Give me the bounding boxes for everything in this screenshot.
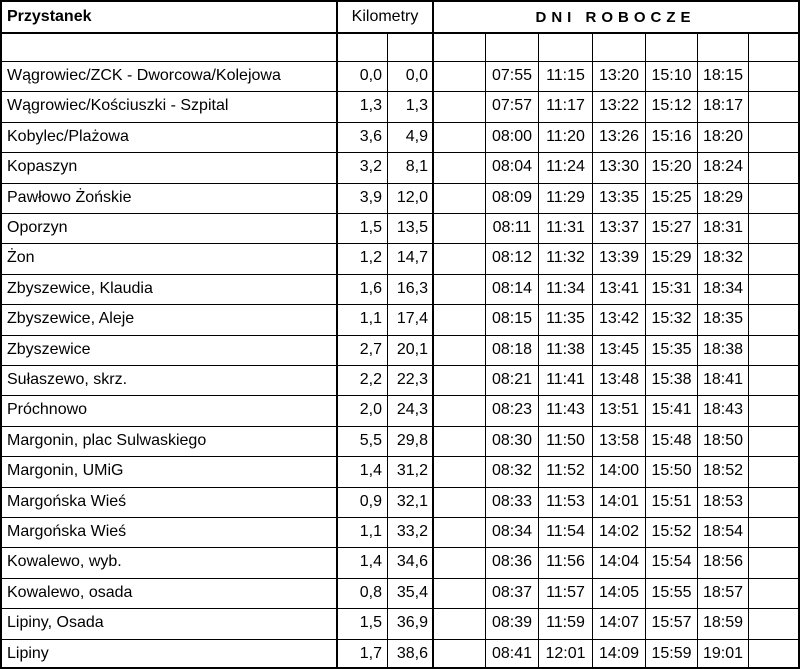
departure-time: 08:21 xyxy=(491,371,533,388)
departure-time: 07:57 xyxy=(491,97,533,114)
grid-line xyxy=(0,487,800,488)
departure-time: 15:20 xyxy=(651,158,692,175)
km-total: 13,5 xyxy=(396,219,428,236)
stop-name: Żon xyxy=(7,249,35,266)
stop-name: Lipiny, Osada xyxy=(7,614,104,631)
departure-time: 15:10 xyxy=(651,67,692,84)
grid-line xyxy=(387,32,388,669)
km-segment: 0,0 xyxy=(359,67,382,84)
stop-name: Zbyszewice, Klaudia xyxy=(7,280,153,297)
departure-time: 13:58 xyxy=(598,432,640,449)
departure-time: 11:50 xyxy=(546,432,585,449)
km-total: 12,0 xyxy=(396,189,428,206)
km-segment: 1,4 xyxy=(359,553,382,570)
km-total: 29,8 xyxy=(396,432,428,449)
departure-time: 15:32 xyxy=(651,310,692,327)
grid-line xyxy=(592,32,593,669)
km-segment: 1,5 xyxy=(359,219,382,236)
departure-time: 15:48 xyxy=(651,432,692,449)
grid-line xyxy=(0,274,800,275)
km-total: 17,4 xyxy=(396,310,428,327)
km-total: 4,9 xyxy=(405,128,428,145)
km-total: 32,1 xyxy=(396,493,428,510)
departure-time: 11:32 xyxy=(546,249,585,266)
header-kilometers: Kilometry xyxy=(351,8,419,25)
grid-line xyxy=(485,32,486,669)
grid-line xyxy=(0,304,800,305)
departure-time: 18:57 xyxy=(702,584,744,601)
departure-time: 08:09 xyxy=(491,189,533,206)
grid-line xyxy=(538,32,539,669)
departure-time: 11:20 xyxy=(546,128,585,145)
km-total: 14,7 xyxy=(396,249,428,266)
departure-time: 08:23 xyxy=(491,401,533,418)
km-total: 33,2 xyxy=(396,523,428,540)
departure-time: 13:22 xyxy=(598,97,640,114)
km-segment: 3,9 xyxy=(359,189,382,206)
header-stop: Przystanek xyxy=(7,8,92,25)
departure-time: 15:59 xyxy=(651,645,692,662)
departure-time: 12:01 xyxy=(545,645,586,662)
grid-line xyxy=(0,426,800,427)
km-total: 34,6 xyxy=(396,553,428,570)
departure-time: 08:33 xyxy=(491,493,533,510)
departure-time: 15:16 xyxy=(651,128,692,145)
stop-name: Margonin, UMiG xyxy=(7,462,124,479)
stop-name: Zbyszewice, Aleje xyxy=(7,310,135,327)
grid-line xyxy=(0,122,800,123)
km-segment: 0,8 xyxy=(359,584,382,601)
departure-time: 13:35 xyxy=(598,189,640,206)
departure-time: 15:50 xyxy=(651,462,692,479)
stop-name: Oporzyn xyxy=(7,219,68,236)
departure-time: 18:15 xyxy=(702,67,744,84)
departure-time: 14:05 xyxy=(598,584,640,601)
grid-line xyxy=(0,32,800,34)
departure-time: 18:43 xyxy=(702,401,744,418)
grid-line xyxy=(0,183,800,184)
km-total: 35,4 xyxy=(396,584,428,601)
km-segment: 1,6 xyxy=(359,280,382,297)
departure-time: 11:38 xyxy=(546,341,585,358)
departure-time: 08:04 xyxy=(491,158,533,175)
departure-time: 18:34 xyxy=(702,280,744,297)
km-segment: 1,3 xyxy=(359,97,382,114)
departure-time: 18:35 xyxy=(702,310,744,327)
grid-line xyxy=(0,547,800,548)
departure-time: 15:52 xyxy=(651,523,692,540)
departure-time: 15:54 xyxy=(651,553,692,570)
departure-time: 18:32 xyxy=(702,249,744,266)
departure-time: 18:38 xyxy=(702,341,744,358)
departure-time: 15:38 xyxy=(651,371,692,388)
departure-time: 08:34 xyxy=(491,523,533,540)
km-total: 8,1 xyxy=(405,158,428,175)
departure-time: 11:52 xyxy=(546,462,585,479)
stop-name: Wągrowiec/ZCK - Dworcowa/Kolejowa xyxy=(7,67,281,84)
grid-line xyxy=(0,0,800,2)
departure-time: 13:20 xyxy=(598,67,640,84)
departure-time: 18:17 xyxy=(702,97,744,114)
departure-time: 14:00 xyxy=(598,462,640,479)
grid-line xyxy=(0,395,800,396)
departure-time: 18:54 xyxy=(702,523,744,540)
km-segment: 2,7 xyxy=(359,341,382,358)
grid-line xyxy=(0,335,800,336)
departure-time: 18:59 xyxy=(702,614,744,631)
km-segment: 1,7 xyxy=(359,645,382,662)
departure-time: 11:24 xyxy=(546,158,585,175)
departure-time: 08:00 xyxy=(491,128,533,145)
departure-time: 08:39 xyxy=(491,614,533,631)
grid-line xyxy=(697,32,698,669)
departure-time: 08:30 xyxy=(491,432,533,449)
departure-time: 18:20 xyxy=(702,128,744,145)
departure-time: 08:12 xyxy=(491,249,533,266)
departure-time: 15:29 xyxy=(651,249,692,266)
departure-time: 13:48 xyxy=(598,371,640,388)
stop-name: Kopaszyn xyxy=(7,158,78,175)
departure-time: 11:35 xyxy=(546,310,585,327)
departure-time: 13:30 xyxy=(598,158,640,175)
grid-line xyxy=(0,578,800,579)
departure-time: 13:42 xyxy=(598,310,640,327)
departure-time: 11:15 xyxy=(546,67,585,84)
departure-time: 14:07 xyxy=(598,614,640,631)
departure-time: 11:41 xyxy=(546,371,585,388)
departure-time: 15:51 xyxy=(651,493,692,510)
departure-time: 18:41 xyxy=(702,371,744,388)
departure-time: 18:50 xyxy=(702,432,744,449)
departure-time: 08:18 xyxy=(491,341,533,358)
grid-line xyxy=(336,0,338,669)
departure-time: 15:12 xyxy=(651,97,692,114)
grid-line xyxy=(645,32,646,669)
stop-name: Wągrowiec/Kościuszki - Szpital xyxy=(7,97,229,114)
km-segment: 3,2 xyxy=(359,158,382,175)
departure-time: 13:37 xyxy=(598,219,640,236)
departure-time: 11:17 xyxy=(546,97,585,114)
departure-time: 18:52 xyxy=(702,462,744,479)
departure-time: 11:54 xyxy=(546,523,585,540)
departure-time: 11:59 xyxy=(546,614,585,631)
stop-name: Próchnowo xyxy=(7,401,88,418)
km-segment: 1,5 xyxy=(359,614,382,631)
km-segment: 1,4 xyxy=(359,462,382,479)
departure-time: 08:15 xyxy=(491,310,533,327)
grid-line xyxy=(0,243,800,244)
departure-time: 13:51 xyxy=(598,401,640,418)
departure-time: 08:14 xyxy=(491,280,533,297)
departure-time: 08:37 xyxy=(491,584,533,601)
km-total: 38,6 xyxy=(396,645,428,662)
departure-time: 15:31 xyxy=(651,280,692,297)
departure-time: 15:35 xyxy=(651,341,692,358)
km-segment: 1,1 xyxy=(359,523,382,540)
departure-time: 15:57 xyxy=(651,614,692,631)
km-segment: 3,6 xyxy=(359,128,382,145)
km-segment: 1,2 xyxy=(359,249,382,266)
departure-time: 14:09 xyxy=(598,645,640,662)
km-segment: 0,9 xyxy=(359,493,382,510)
grid-line xyxy=(0,517,800,518)
stop-name: Margonin, plac Sulwaskiego xyxy=(7,432,207,449)
stop-name: Margońska Wieś xyxy=(7,523,127,540)
grid-line xyxy=(0,152,800,153)
km-segment: 2,2 xyxy=(359,371,382,388)
departure-time: 18:29 xyxy=(702,189,744,206)
departure-time: 13:26 xyxy=(598,128,640,145)
stop-name: Pawłowo Żońskie xyxy=(7,189,132,206)
grid-line xyxy=(748,32,749,669)
departure-time: 11:56 xyxy=(546,553,585,570)
departure-time: 08:36 xyxy=(491,553,533,570)
stop-name: Margońska Wieś xyxy=(7,493,127,510)
stop-name: Lipiny xyxy=(7,645,49,662)
km-segment: 5,5 xyxy=(359,432,382,449)
departure-time: 11:29 xyxy=(546,189,585,206)
grid-line xyxy=(0,639,800,640)
departure-time: 07:55 xyxy=(491,67,533,84)
stop-name: Zbyszewice xyxy=(7,341,91,358)
departure-time: 18:24 xyxy=(702,158,744,175)
departure-time: 18:31 xyxy=(702,219,744,236)
grid-line xyxy=(0,608,800,609)
grid-line xyxy=(0,456,800,457)
km-segment: 2,0 xyxy=(359,401,382,418)
grid-line xyxy=(432,0,434,669)
departure-time: 08:11 xyxy=(492,219,532,236)
km-total: 1,3 xyxy=(405,97,428,114)
stop-name: Kowalewo, wyb. xyxy=(7,553,122,570)
departure-time: 19:01 xyxy=(702,645,744,662)
grid-line xyxy=(0,61,800,62)
departure-time: 15:55 xyxy=(651,584,692,601)
departure-time: 11:43 xyxy=(546,401,585,418)
grid-line xyxy=(0,213,800,214)
departure-time: 15:27 xyxy=(651,219,692,236)
departure-time: 08:32 xyxy=(491,462,533,479)
grid-line xyxy=(0,365,800,366)
km-total: 20,1 xyxy=(396,341,428,358)
departure-time: 18:56 xyxy=(702,553,744,570)
departure-time: 11:57 xyxy=(546,584,585,601)
header-working-days: DNI ROBOCZE xyxy=(535,8,696,26)
km-total: 24,3 xyxy=(396,401,428,418)
stop-name: Kobylec/Plażowa xyxy=(7,128,129,145)
departure-time: 13:45 xyxy=(598,341,640,358)
grid-line xyxy=(0,91,800,92)
departure-time: 14:01 xyxy=(598,493,640,510)
departure-time: 13:39 xyxy=(598,249,640,266)
departure-time: 15:25 xyxy=(651,189,692,206)
departure-time: 14:02 xyxy=(598,523,640,540)
km-total: 31,2 xyxy=(396,462,428,479)
departure-time: 18:53 xyxy=(702,493,744,510)
km-segment: 1,1 xyxy=(359,310,382,327)
km-total: 16,3 xyxy=(396,280,428,297)
departure-time: 08:41 xyxy=(491,645,533,662)
departure-time: 13:41 xyxy=(598,280,640,297)
km-total: 0,0 xyxy=(405,67,428,84)
departure-time: 11:31 xyxy=(546,219,585,236)
km-total: 22,3 xyxy=(396,371,428,388)
departure-time: 11:34 xyxy=(546,280,585,297)
departure-time: 15:41 xyxy=(651,401,692,418)
stop-name: Sułaszewo, skrz. xyxy=(7,371,128,388)
departure-time: 14:04 xyxy=(598,553,640,570)
departure-time: 11:53 xyxy=(546,493,585,510)
stop-name: Kowalewo, osada xyxy=(7,584,133,601)
km-total: 36,9 xyxy=(396,614,428,631)
